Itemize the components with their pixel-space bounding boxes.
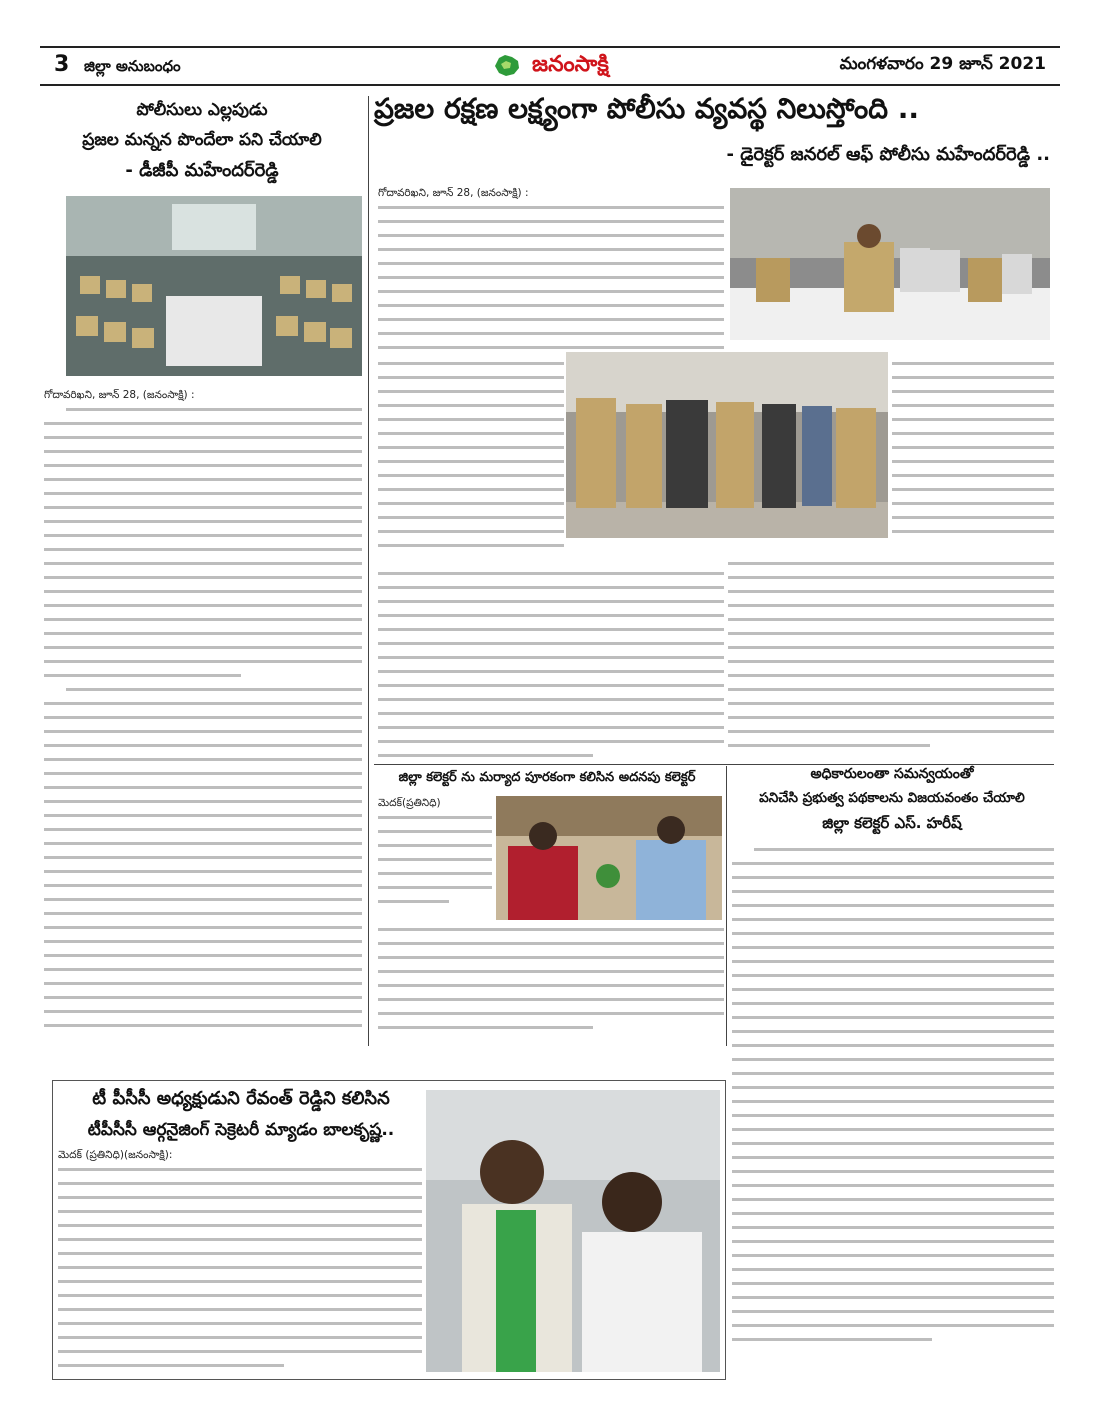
main-headline: ప్రజల రక్షణ లక్ష్యంగా పోలీసు వ్యవస్థ నిలుస్తోంది .. [374,92,920,125]
bottom-headline-2: టీపీసీసీ ఆర్గనైజింగ్ సెక్రెటరీ మ్యాడం బాలకృష్ణ.. [87,1120,395,1140]
main-body-top [378,186,724,358]
collector-body [378,922,724,1040]
coordination-body [732,842,1054,1372]
column-rule-left [368,96,369,1046]
officials-inspection-photo [566,352,888,538]
left-headline-2: ప్రజల మన్నన పొందేలా పని చేయాలి [82,130,322,150]
plant-presentation-photo [496,796,722,920]
collector-body-narrow [378,796,492,908]
left-dateline: గోదావరిఖని, జూన్ 28, (జనంసాక్షి) : [44,389,195,401]
column-rule-right [726,766,727,1046]
left-headline-1: పోలీసులు ఎల్లపుడు [136,100,268,120]
meeting-hall-photo [66,196,362,376]
shawl-felicitation-photo [426,1090,720,1372]
issue-date: మంగళవారం 29 జూన్ 2021 [839,54,1046,74]
main-story-rule [374,764,1054,765]
main-body-bottom-left [378,566,724,762]
left-body [44,388,362,1038]
page-number: 3 [54,52,70,77]
main-body-right [892,356,1054,552]
coordination-headline-3: జిల్లా కలెక్టర్ ఎస్. హరీష్ [822,814,962,832]
masthead [40,46,1060,86]
section-name: జిల్లా అనుబంధం [84,57,181,75]
coordination-headline-1: అధికారులంతా సమన్వయంతో [810,766,974,782]
bottom-dateline: మెదక్ (ప్రతినిధి)(జనంసాక్షి): [58,1149,173,1161]
paper-brand [492,50,702,82]
coordination-headline-2: పనిచేసి ప్రభుత్వ పథకాలను విజయవంతం చేయాలి [759,790,1025,806]
dgp-speaking-photo [730,188,1050,340]
main-standfirst: - డైరెక్టర్ జనరల్ ఆఫ్ పోలీసు మహేందర్‌రెడ్డి .. [726,144,1050,165]
main-body-bottom-right [728,556,1054,752]
main-dateline: గోదావరిఖని, జూన్ 28, (జనంసాక్షి) : [378,187,529,199]
collector-headline: జిల్లా కలెక్టర్ ను మర్యాద పూరకంగా కలిసిన అదనపు కలెక్టర్ [398,770,696,785]
state-map-logo-icon [492,52,522,78]
paper-name: జనంసాక్షి [532,52,609,77]
bottom-headline-1: టీ పీసీసీ అధ్యక్షుడుని రేవంత్ రెడ్డిని కలిసిన [92,1088,390,1109]
main-body-left-narrow [378,356,564,564]
bottom-body [58,1148,422,1374]
collector-dateline: మెదక్(ప్రతినిధి) [378,797,441,809]
left-headline-3: - డీజీపీ మహేందర్‌రెడ్డి [125,160,279,181]
